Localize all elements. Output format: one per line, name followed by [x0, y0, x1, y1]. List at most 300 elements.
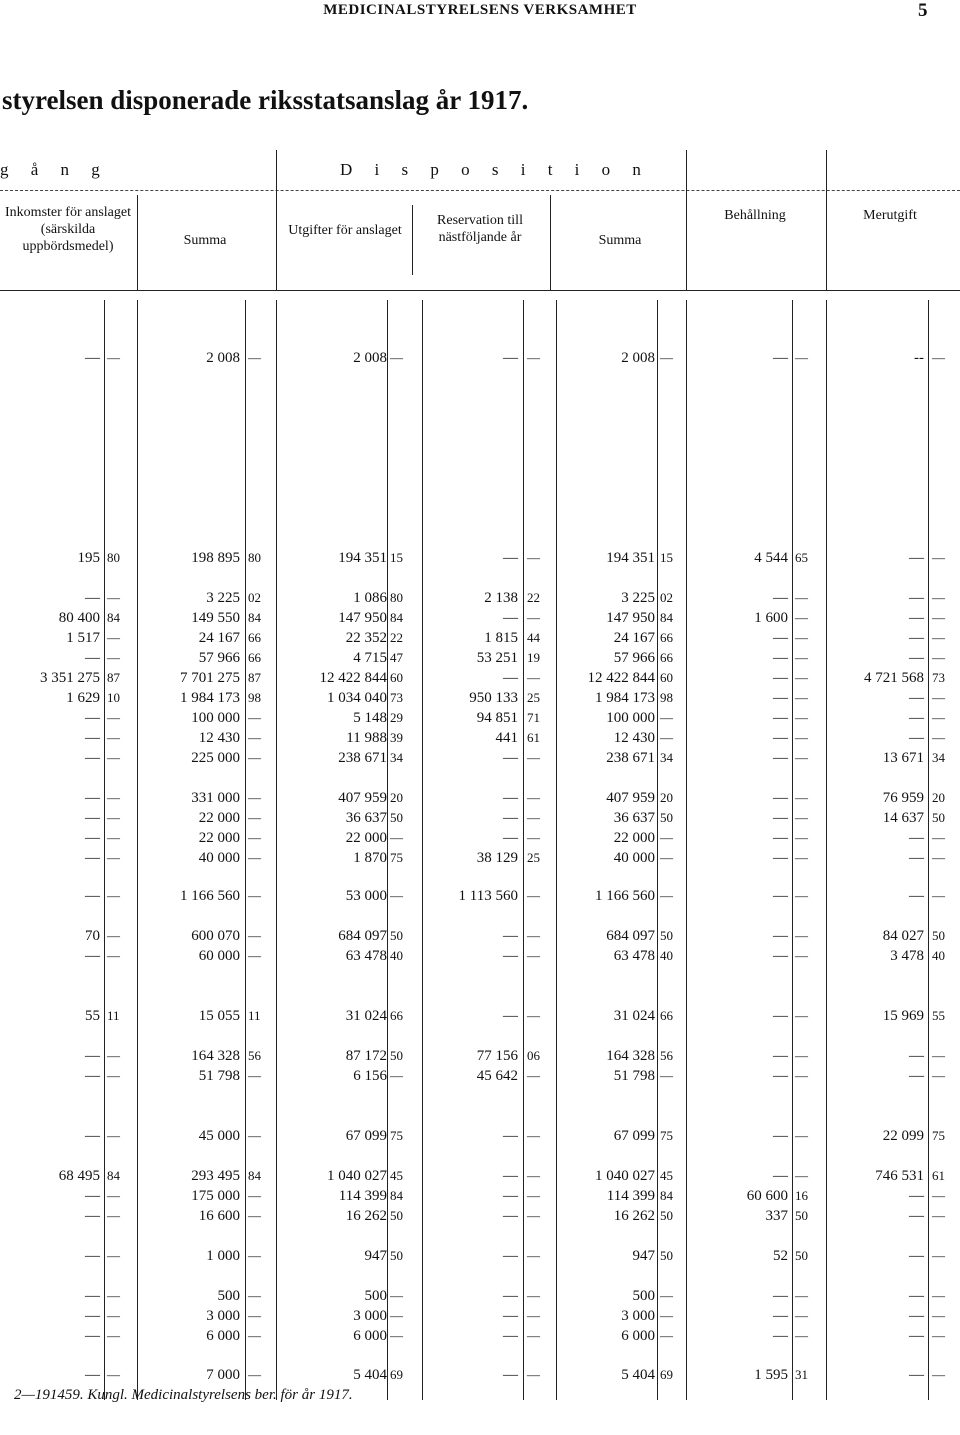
cell-behallning: — — [773, 350, 788, 366]
cell-summa1-ore: — — [248, 1248, 261, 1263]
cell-inkomster: — — [85, 830, 100, 846]
cell-inkomster: — — [85, 1048, 100, 1064]
running-title: MEDICINALSTYRELSENS VERKSAMHET — [323, 2, 637, 18]
cell-summa1-ore: 87 — [248, 670, 261, 685]
cell-summa1: 331 000 — [191, 790, 240, 806]
table-row — [0, 748, 960, 768]
cell-merutgift: — — [909, 590, 924, 606]
cell-utgifter-ore: 50 — [390, 928, 403, 943]
cell-summa1-ore: 66 — [248, 650, 261, 665]
cell-inkomster-ore: — — [107, 948, 120, 963]
cell-merutgift-ore: — — [932, 350, 945, 365]
cell-inkomster: — — [85, 710, 100, 726]
cell-summa2-ore: 69 — [660, 1367, 673, 1382]
cell-summa2: 40 000 — [613, 850, 655, 866]
cell-utgifter-ore: 50 — [390, 1248, 403, 1263]
cell-utgifter: 1 086 — [353, 590, 387, 606]
cell-inkomster: — — [85, 850, 100, 866]
cell-utgifter: 238 671 — [338, 750, 387, 766]
cell-merutgift: 13 671 — [882, 750, 924, 766]
table-row — [0, 548, 960, 568]
cell-reservation: — — [503, 610, 518, 626]
cell-behallning-ore: — — [795, 790, 808, 805]
cell-behallning-ore: — — [795, 750, 808, 765]
cell-utgifter: 6 156 — [353, 1068, 387, 1084]
cell-merutgift: — — [909, 830, 924, 846]
cell-merutgift-ore: — — [932, 1188, 945, 1203]
cell-reservation: 1 113 560 — [458, 888, 518, 904]
cell-utgifter: 22 352 — [345, 630, 387, 646]
cell-summa2-ore: — — [660, 350, 673, 365]
cell-behallning: 4 544 — [754, 550, 788, 566]
cell-merutgift-ore: — — [932, 610, 945, 625]
table-row — [0, 848, 960, 868]
cell-reservation: — — [503, 1288, 518, 1304]
cell-summa1-ore: — — [248, 888, 261, 903]
cell-merutgift: — — [909, 710, 924, 726]
cell-inkomster-ore: — — [107, 1048, 120, 1063]
cell-summa2: 51 798 — [613, 1068, 655, 1084]
table-row — [0, 588, 960, 608]
cell-merutgift: 15 969 — [882, 1008, 924, 1024]
cell-summa2-ore: 56 — [660, 1048, 673, 1063]
cell-summa2-ore: 40 — [660, 948, 673, 963]
cell-inkomster: — — [85, 810, 100, 826]
cell-reservation-ore: 44 — [527, 630, 540, 645]
page-number: 5 — [918, 0, 928, 21]
cell-behallning-ore: — — [795, 610, 808, 625]
cell-summa2: 1 984 173 — [595, 690, 655, 706]
col-header-utgifter: Utgifter för anslaget — [288, 223, 402, 238]
cell-summa2: 31 024 — [613, 1008, 655, 1024]
cell-reservation-ore: 25 — [527, 850, 540, 865]
cell-summa2-ore: 66 — [660, 650, 673, 665]
cell-utgifter-ore: 20 — [390, 790, 403, 805]
cell-merutgift: 76 959 — [882, 790, 924, 806]
cell-merutgift-ore: 50 — [932, 928, 945, 943]
cell-utgifter-ore: 75 — [390, 850, 403, 865]
cell-merutgift: — — [909, 1068, 924, 1084]
rule-header-6 — [826, 150, 827, 290]
cell-reservation-ore: 19 — [527, 650, 540, 665]
cell-utgifter: 5 404 — [353, 1367, 387, 1383]
cell-inkomster-ore: 80 — [107, 550, 120, 565]
cell-behallning: — — [773, 888, 788, 904]
cell-merutgift-ore: — — [932, 710, 945, 725]
cell-behallning-ore: — — [795, 850, 808, 865]
cell-merutgift: — — [909, 1048, 924, 1064]
cell-summa2: 5 404 — [621, 1367, 655, 1383]
table-row — [0, 828, 960, 848]
col-header-behallning: Behållning — [724, 208, 786, 223]
cell-summa1-ore: 80 — [248, 550, 261, 565]
cell-inkomster: — — [85, 590, 100, 606]
cell-reservation: 1 815 — [484, 630, 518, 646]
cell-merutgift: 14 637 — [882, 810, 924, 826]
footer-note: 2—191459. Kungl. Medicinalstyrelsens ber. för år 1917. — [14, 1387, 353, 1403]
cell-summa2: 67 099 — [613, 1128, 655, 1144]
cell-summa1: 1 000 — [206, 1248, 240, 1264]
table-row — [0, 1246, 960, 1266]
cell-summa1: 500 — [217, 1288, 240, 1304]
cell-reservation: — — [503, 1168, 518, 1184]
cell-summa1: 2 008 — [206, 350, 240, 366]
cell-behallning-ore: 31 — [795, 1367, 808, 1382]
cell-merutgift-ore: — — [932, 1288, 945, 1303]
cell-merutgift-ore: 75 — [932, 1128, 945, 1143]
cell-utgifter-ore: — — [390, 888, 403, 903]
cell-merutgift: — — [909, 1288, 924, 1304]
cell-reservation: — — [503, 1208, 518, 1224]
cell-behallning: — — [773, 730, 788, 746]
cell-summa2: 100 000 — [606, 710, 655, 726]
cell-reservation-ore: — — [527, 1008, 540, 1023]
cell-utgifter: 63 478 — [345, 948, 387, 964]
cell-behallning: — — [773, 690, 788, 706]
cell-merutgift-ore: 61 — [932, 1168, 945, 1183]
cell-inkomster-ore: 87 — [107, 670, 120, 685]
cell-merutgift: — — [909, 1188, 924, 1204]
cell-reservation: 2 138 — [484, 590, 518, 606]
cell-summa1-ore: — — [248, 1308, 261, 1323]
cell-summa1: 293 495 — [191, 1168, 240, 1184]
cell-summa2: 684 097 — [606, 928, 655, 944]
cell-behallning: — — [773, 1048, 788, 1064]
cell-reservation: 53 251 — [476, 650, 518, 666]
cell-reservation: 441 — [495, 730, 518, 746]
cell-inkomster-ore: — — [107, 350, 120, 365]
cell-merutgift-ore: — — [932, 888, 945, 903]
cell-summa1-ore: — — [248, 350, 261, 365]
cell-reservation: — — [503, 1008, 518, 1024]
cell-behallning: — — [773, 1068, 788, 1084]
cell-inkomster-ore: — — [107, 1068, 120, 1083]
cell-summa1-ore: — — [248, 1288, 261, 1303]
cell-summa1: 3 000 — [206, 1308, 240, 1324]
cell-utgifter: 53 000 — [345, 888, 387, 904]
cell-summa2-ore: — — [660, 888, 673, 903]
cell-utgifter: 6 000 — [353, 1328, 387, 1344]
cell-summa2: 22 000 — [613, 830, 655, 846]
cell-reservation-ore: — — [527, 928, 540, 943]
cell-reservation-ore: — — [527, 1208, 540, 1223]
col-header-inkomster: Inkomster för anslaget (särskilda uppbördsmedel) — [5, 205, 131, 254]
table-row — [0, 1286, 960, 1306]
cell-reservation-ore: 06 — [527, 1048, 540, 1063]
cell-summa2-ore: 34 — [660, 750, 673, 765]
cell-inkomster-ore: — — [107, 1128, 120, 1143]
cell-behallning-ore: — — [795, 1168, 808, 1183]
cell-utgifter: 114 399 — [338, 1188, 387, 1204]
cell-inkomster-ore: 84 — [107, 1168, 120, 1183]
cell-utgifter: 1 034 040 — [327, 690, 387, 706]
cell-reservation: — — [503, 550, 518, 566]
cell-merutgift-ore: — — [932, 630, 945, 645]
cell-reservation-ore: — — [527, 1248, 540, 1263]
cell-reservation-ore: 71 — [527, 710, 540, 725]
cell-summa2-ore: — — [660, 710, 673, 725]
cell-inkomster: — — [85, 1068, 100, 1084]
cell-inkomster: 3 351 275 — [40, 670, 100, 686]
cell-summa1: 100 000 — [191, 710, 240, 726]
table-row — [0, 808, 960, 828]
cell-utgifter-ore: 47 — [390, 650, 403, 665]
rule-header-3 — [412, 205, 413, 275]
cell-behallning: 52 — [773, 1248, 788, 1264]
cell-summa1-ore: — — [248, 1208, 261, 1223]
cell-behallning-ore: — — [795, 350, 808, 365]
cell-inkomster-ore: — — [107, 928, 120, 943]
cell-behallning: — — [773, 1328, 788, 1344]
cell-utgifter-ore: — — [390, 1288, 403, 1303]
cell-summa2-ore: 84 — [660, 1188, 673, 1203]
cell-summa2: 12 422 844 — [587, 670, 655, 686]
cell-summa1-ore: — — [248, 830, 261, 845]
cell-reservation-ore: — — [527, 888, 540, 903]
cell-utgifter-ore: 45 — [390, 1168, 403, 1183]
cell-inkomster-ore: — — [107, 630, 120, 645]
cell-inkomster: — — [85, 948, 100, 964]
table-row — [0, 1206, 960, 1226]
cell-summa1: 3 225 — [206, 590, 240, 606]
cell-merutgift: — — [909, 1208, 924, 1224]
cell-summa2-ore: — — [660, 1068, 673, 1083]
cell-summa1: 60 000 — [198, 948, 240, 964]
cell-merutgift-ore: — — [932, 1068, 945, 1083]
cell-behallning-ore: — — [795, 730, 808, 745]
cell-utgifter-ore: 66 — [390, 1008, 403, 1023]
cell-inkomster: — — [85, 1188, 100, 1204]
cell-inkomster: — — [85, 1288, 100, 1304]
cell-utgifter: 147 950 — [338, 610, 387, 626]
cell-reservation: — — [503, 1128, 518, 1144]
cell-summa1-ore: — — [248, 1328, 261, 1343]
cell-summa2-ore: — — [660, 730, 673, 745]
cell-behallning-ore: — — [795, 948, 808, 963]
cell-summa2: 407 959 — [606, 790, 655, 806]
table-row — [0, 886, 960, 906]
cell-inkomster: 55 — [85, 1008, 100, 1024]
cell-reservation: — — [503, 1188, 518, 1204]
cell-merutgift: 746 531 — [875, 1168, 924, 1184]
cell-merutgift-ore: — — [932, 1208, 945, 1223]
cell-reservation: — — [503, 1248, 518, 1264]
rule-header-4 — [550, 195, 551, 290]
cell-reservation: — — [503, 830, 518, 846]
cell-behallning: — — [773, 830, 788, 846]
cell-utgifter-ore: 80 — [390, 590, 403, 605]
cell-inkomster-ore: — — [107, 730, 120, 745]
cell-summa1-ore: 84 — [248, 1168, 261, 1183]
cell-inkomster-ore: — — [107, 1328, 120, 1343]
cell-reservation-ore: — — [527, 1188, 540, 1203]
cell-inkomster-ore: — — [107, 1288, 120, 1303]
cell-summa2-ore: 60 — [660, 670, 673, 685]
cell-utgifter-ore: 39 — [390, 730, 403, 745]
cell-inkomster: 1 517 — [66, 630, 100, 646]
cell-inkomster-ore: — — [107, 790, 120, 805]
cell-merutgift: — — [909, 1367, 924, 1383]
cell-behallning-ore: — — [795, 710, 808, 725]
cell-summa1: 7 701 275 — [180, 670, 240, 686]
cell-summa1: 57 966 — [198, 650, 240, 666]
cell-reservation-ore: — — [527, 550, 540, 565]
cell-summa1: 22 000 — [198, 810, 240, 826]
cell-merutgift-ore: 50 — [932, 810, 945, 825]
cell-summa2: 164 328 — [606, 1048, 655, 1064]
cell-behallning: — — [773, 850, 788, 866]
cell-summa1-ore: — — [248, 850, 261, 865]
cell-summa2: 194 351 — [606, 550, 655, 566]
table-row — [0, 1365, 960, 1385]
cell-behallning-ore: — — [795, 1008, 808, 1023]
cell-inkomster: — — [85, 790, 100, 806]
cell-summa1: 22 000 — [198, 830, 240, 846]
cell-summa1: 149 550 — [191, 610, 240, 626]
cell-inkomster-ore: — — [107, 1188, 120, 1203]
cell-merutgift: — — [909, 850, 924, 866]
cell-merutgift: 22 099 — [882, 1128, 924, 1144]
cell-behallning: — — [773, 670, 788, 686]
table-row — [0, 1166, 960, 1186]
cell-behallning-ore: — — [795, 1128, 808, 1143]
col-header-summa1: Summa — [183, 233, 227, 248]
cell-summa2: 12 430 — [613, 730, 655, 746]
cell-reservation-ore: — — [527, 1168, 540, 1183]
cell-merutgift: — — [909, 1308, 924, 1324]
cell-summa1: 7 000 — [206, 1367, 240, 1383]
group-header-disposition: D i s p o s i t i o n — [340, 160, 650, 179]
cell-utgifter-ore: 29 — [390, 710, 403, 725]
cell-merutgift: -- — [914, 350, 924, 366]
cell-merutgift-ore: 34 — [932, 750, 945, 765]
cell-merutgift: — — [909, 610, 924, 626]
table-row — [0, 628, 960, 648]
cell-summa1: 24 167 — [198, 630, 240, 646]
cell-merutgift-ore: 40 — [932, 948, 945, 963]
cell-utgifter: 87 172 — [345, 1048, 387, 1064]
cell-merutgift-ore: — — [932, 590, 945, 605]
cell-utgifter: 1 870 — [353, 850, 387, 866]
cell-summa2: 6 000 — [621, 1328, 655, 1344]
cell-summa1: 16 600 — [198, 1208, 240, 1224]
cell-inkomster: — — [85, 730, 100, 746]
cell-summa1: 45 000 — [198, 1128, 240, 1144]
cell-reservation: 950 133 — [469, 690, 518, 706]
cell-utgifter-ore: 60 — [390, 670, 403, 685]
cell-merutgift: 4 721 568 — [864, 670, 924, 686]
cell-merutgift: — — [909, 550, 924, 566]
cell-inkomster-ore: — — [107, 1248, 120, 1263]
cell-merutgift-ore: 20 — [932, 790, 945, 805]
cell-summa1: 1 166 560 — [180, 888, 240, 904]
cell-summa1-ore: — — [248, 1068, 261, 1083]
cell-summa2: 238 671 — [606, 750, 655, 766]
cell-summa1: 51 798 — [198, 1068, 240, 1084]
cell-reservation: — — [503, 1367, 518, 1383]
cell-behallning: — — [773, 928, 788, 944]
cell-summa2-ore: 50 — [660, 1208, 673, 1223]
cell-utgifter: 2 008 — [353, 350, 387, 366]
cell-reservation-ore: — — [527, 750, 540, 765]
cell-summa2-ore: — — [660, 850, 673, 865]
cell-utgifter: 1 040 027 — [327, 1168, 387, 1184]
cell-merutgift-ore: — — [932, 830, 945, 845]
cell-utgifter: 947 — [364, 1248, 387, 1264]
cell-reservation-ore: — — [527, 350, 540, 365]
cell-utgifter-ore: 34 — [390, 750, 403, 765]
cell-inkomster-ore: — — [107, 750, 120, 765]
cell-summa2: 24 167 — [613, 630, 655, 646]
cell-summa2: 947 — [632, 1248, 655, 1264]
cell-behallning: — — [773, 750, 788, 766]
cell-reservation-ore: 25 — [527, 690, 540, 705]
cell-reservation-ore: — — [527, 1128, 540, 1143]
cell-utgifter-ore: — — [390, 1308, 403, 1323]
cell-behallning: — — [773, 630, 788, 646]
cell-utgifter-ore: 84 — [390, 610, 403, 625]
table-row — [0, 728, 960, 748]
cell-inkomster: 68 495 — [58, 1168, 100, 1184]
cell-inkomster: — — [85, 1248, 100, 1264]
cell-inkomster-ore: — — [107, 830, 120, 845]
cell-behallning: — — [773, 790, 788, 806]
cell-utgifter: 5 148 — [353, 710, 387, 726]
cell-inkomster: — — [85, 1208, 100, 1224]
cell-utgifter: 500 — [364, 1288, 387, 1304]
cell-summa1-ore: — — [248, 1367, 261, 1382]
cell-summa2-ore: — — [660, 1308, 673, 1323]
table-row — [0, 788, 960, 808]
cell-utgifter: 67 099 — [345, 1128, 387, 1144]
cell-reservation: — — [503, 810, 518, 826]
cell-summa1-ore: — — [248, 1188, 261, 1203]
table-row — [0, 926, 960, 946]
cell-reservation: 45 642 — [476, 1068, 518, 1084]
cell-reservation: — — [503, 790, 518, 806]
cell-behallning-ore: — — [795, 690, 808, 705]
cell-summa1: 1 984 173 — [180, 690, 240, 706]
cell-inkomster-ore: — — [107, 710, 120, 725]
cell-summa1-ore: — — [248, 810, 261, 825]
cell-utgifter-ore: 40 — [390, 948, 403, 963]
header-rule-bottom — [0, 290, 960, 291]
cell-behallning-ore: — — [795, 1328, 808, 1343]
cell-summa1: 40 000 — [198, 850, 240, 866]
cell-utgifter-ore: — — [390, 830, 403, 845]
cell-merutgift: 84 027 — [882, 928, 924, 944]
cell-behallning-ore: — — [795, 650, 808, 665]
cell-merutgift-ore: — — [932, 1248, 945, 1263]
cell-inkomster: — — [85, 650, 100, 666]
cell-utgifter-ore: 69 — [390, 1367, 403, 1382]
cell-merutgift: — — [909, 650, 924, 666]
cell-reservation-ore: — — [527, 810, 540, 825]
table-row — [0, 946, 960, 966]
cell-behallning: — — [773, 1308, 788, 1324]
cell-behallning-ore: — — [795, 810, 808, 825]
cell-behallning-ore: — — [795, 590, 808, 605]
cell-summa1-ore: 66 — [248, 630, 261, 645]
col-header-summa2: Summa — [598, 233, 642, 248]
cell-utgifter: 12 422 844 — [319, 670, 387, 686]
header-rule-top — [0, 190, 960, 191]
cell-summa1-ore: — — [248, 790, 261, 805]
table-row — [0, 1306, 960, 1326]
cell-summa1-ore: — — [248, 750, 261, 765]
cell-behallning: — — [773, 948, 788, 964]
cell-inkomster: — — [85, 1308, 100, 1324]
